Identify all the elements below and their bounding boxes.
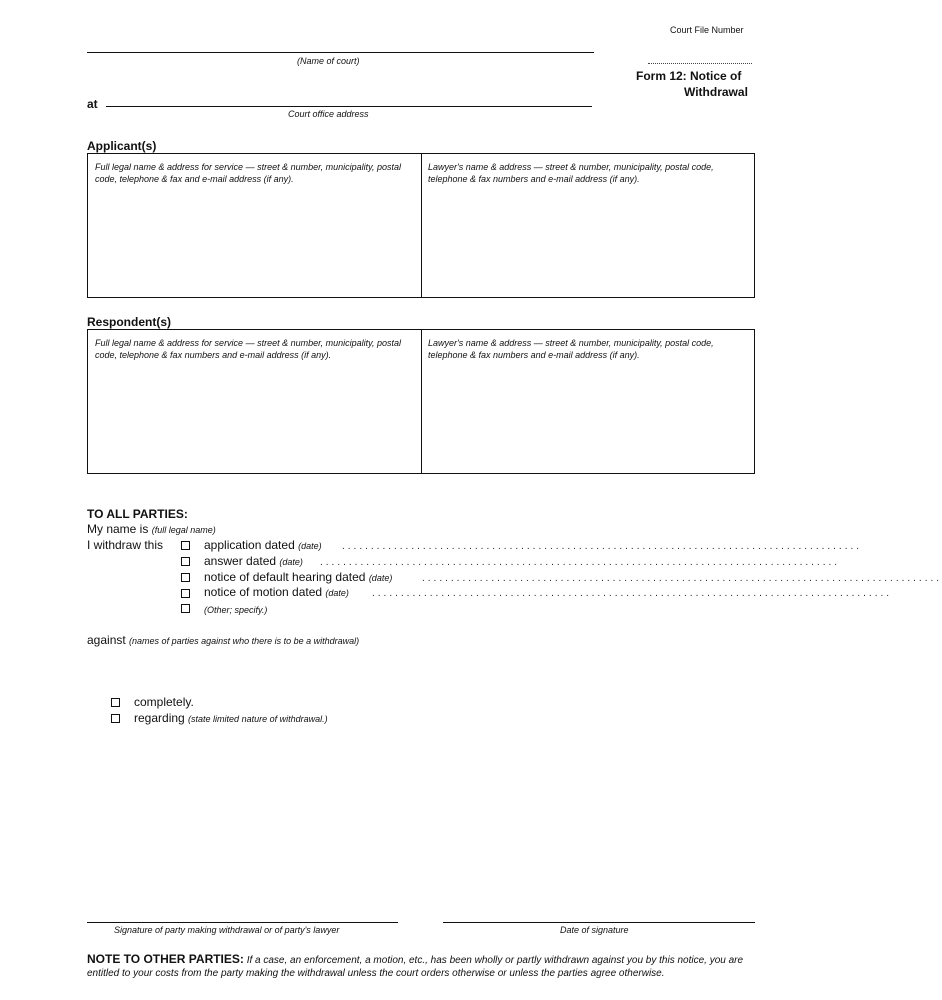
option-application-label: application dated	[204, 538, 295, 552]
applicants-box	[87, 153, 755, 298]
date-of-signature-line[interactable]	[443, 922, 755, 923]
option-other	[204, 602, 267, 616]
option-notice-of-motion	[204, 585, 349, 599]
my-name-hint: (full legal name)	[151, 525, 216, 535]
option-notice-of-motion-label: notice of motion dated	[204, 585, 323, 599]
court-address-line[interactable]	[106, 106, 592, 107]
form-title-line2: Withdrawal	[684, 85, 748, 99]
against-label	[87, 633, 359, 647]
option-answer	[204, 554, 303, 568]
option-notice-of-motion-hint: (date)	[325, 588, 349, 598]
completely-label: completely.	[134, 695, 194, 709]
my-name-is-label	[87, 522, 216, 536]
at-label: at	[87, 97, 98, 111]
name-of-court-caption: (Name of court)	[297, 56, 360, 66]
court-file-number-label: Court File Number	[670, 25, 744, 35]
respondent-lawyer-caption[interactable]: Lawyer's name & address — street & number, municipality, postal code, telephone & fax numbers and e-mail address (if any).	[428, 338, 714, 360]
application-checkbox[interactable]	[181, 541, 190, 550]
against-text: against	[87, 633, 126, 647]
other-checkbox[interactable]	[181, 604, 190, 613]
date-of-signature-caption: Date of signature	[560, 925, 629, 935]
against-hint: (names of parties against who there is to be a withdrawal)	[129, 636, 360, 646]
court-file-number-field[interactable]	[648, 63, 752, 64]
application-date-field[interactable]: ..........................................................................................	[342, 541, 863, 552]
regarding-checkbox[interactable]	[111, 714, 120, 723]
default-hearing-checkbox[interactable]	[181, 573, 190, 582]
option-application	[204, 538, 322, 552]
to-all-parties-heading: TO ALL PARTIES:	[87, 507, 188, 521]
notice-of-motion-checkbox[interactable]	[181, 589, 190, 598]
note-to-other-parties	[87, 953, 755, 980]
applicants-heading: Applicant(s)	[87, 139, 157, 153]
default-hearing-date-field[interactable]: ..........................................................................................	[422, 573, 942, 584]
my-name-is-text: My name is	[87, 522, 149, 536]
i-withdraw-this-label: I withdraw this	[87, 538, 164, 552]
respondents-box	[87, 329, 755, 474]
respondent-party-caption[interactable]: Full legal name & address for service — street & number, municipality, postal code, telephone & fax numbers and e-mail address (if any).	[95, 338, 401, 360]
regarding-text: regarding	[134, 711, 185, 725]
note-heading: NOTE TO OTHER PARTIES:	[87, 952, 244, 966]
option-answer-hint: (date)	[279, 557, 303, 567]
note-text: If a case, an enforcement, a motion, etc., has been wholly or partly withdrawn against you by this notice, you are entitled to your costs from the party making the withdrawal unless the court orders otherwise or unless the parties agree otherwise.	[87, 955, 744, 979]
applicants-divider	[421, 154, 422, 297]
option-default-hearing	[204, 570, 392, 584]
answer-checkbox[interactable]	[181, 557, 190, 566]
completely-checkbox[interactable]	[111, 698, 120, 707]
signature-line[interactable]	[87, 922, 398, 923]
option-answer-label: answer dated	[204, 554, 277, 568]
court-office-address-caption: Court office address	[288, 109, 369, 119]
option-other-hint: (Other; specify.)	[204, 605, 268, 615]
notice-of-motion-date-field[interactable]: ..........................................................................................	[372, 588, 893, 599]
option-default-hearing-hint: (date)	[368, 573, 393, 583]
regarding-label	[134, 711, 328, 725]
court-name-line[interactable]	[87, 52, 594, 53]
answer-date-field[interactable]: ..........................................................................................	[320, 557, 841, 568]
applicant-lawyer-caption[interactable]: Lawyer's name & address — street & number, municipality, postal code, telephone & fax numbers and e-mail address (if any).	[428, 162, 714, 184]
respondents-heading: Respondent(s)	[87, 315, 171, 329]
regarding-hint: (state limited nature of withdrawal.)	[188, 714, 328, 724]
option-default-hearing-label: notice of default hearing dated	[204, 570, 366, 584]
form-title-line1: Form 12: Notice of	[636, 69, 742, 83]
applicant-party-caption[interactable]: Full legal name & address for service — street & number, municipality, postal code, telephone & fax and e-mail address (if any).	[95, 162, 401, 184]
respondents-divider	[421, 330, 422, 473]
signature-caption: Signature of party making withdrawal or of party's lawyer	[114, 925, 340, 935]
option-application-hint: (date)	[298, 541, 322, 551]
